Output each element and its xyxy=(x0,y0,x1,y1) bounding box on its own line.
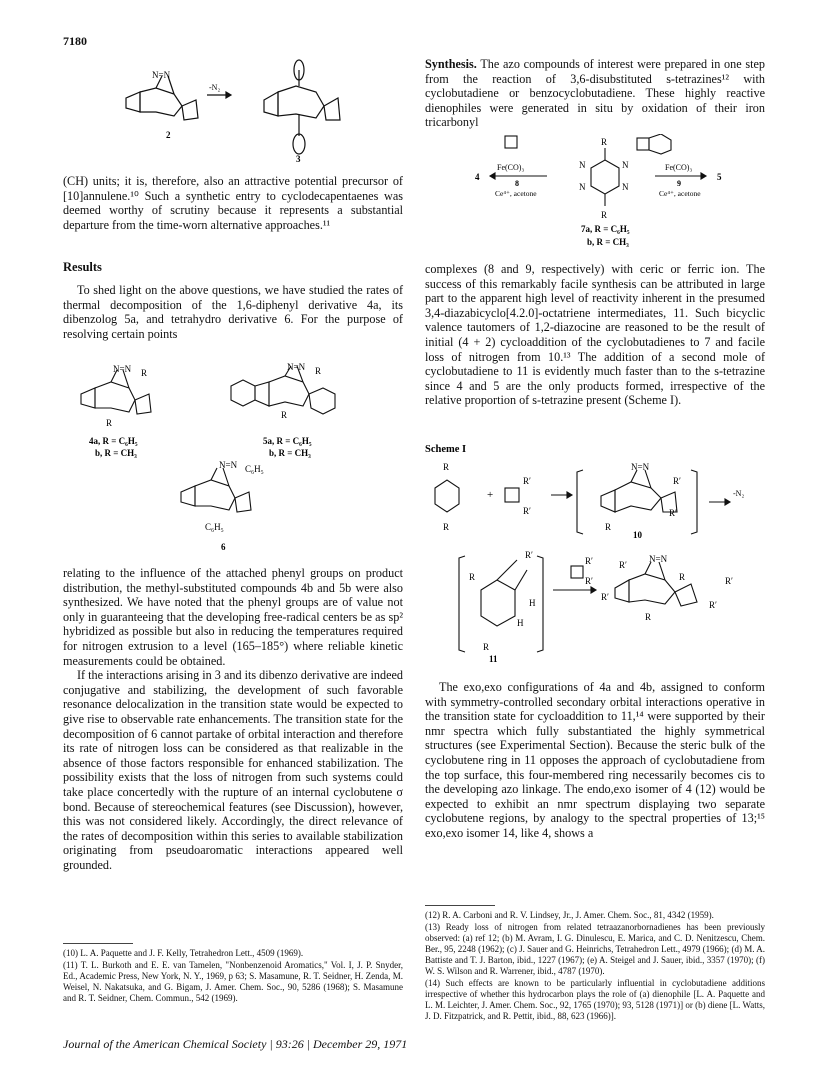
svg-text:N=N: N=N xyxy=(649,554,668,564)
svg-text:R: R xyxy=(483,642,490,652)
svg-text:R: R xyxy=(106,418,113,428)
reagent-right: Fe(CO)₃ xyxy=(665,163,693,172)
svg-text:R: R xyxy=(443,462,450,472)
svg-text:R′: R′ xyxy=(585,556,593,566)
label-7b: b, R = CH₃ xyxy=(587,237,629,247)
svg-text:N: N xyxy=(579,182,586,192)
journal-footer: Journal of the American Chemical Society | 93:26 | December 29, 1971 xyxy=(63,1037,408,1051)
compound-3-label: 3 xyxy=(296,154,301,164)
svg-text:H: H xyxy=(529,598,536,608)
results-paragraph-2: relating to the influence of the attached phenyl groups on product distribution, the methyl-substituted compounds 4b and 5b were also synthesized. We have noted that the phenyl groups are of value not only in guaranteeing that the developing free-radical centers be as sp² hybridized as possible but also in reducing the temperatures required for nitrogen extrusion to a level (165–185°) where reliable kinetic measurements could be obtained. xyxy=(63,566,403,668)
scheme-arrow-label: -N₂ xyxy=(733,489,745,498)
synthesis-paragraph-2: complexes (8 and 9, respectively) with ceric or ferric ion. The success of this remarkably facile synthesis can be attributed in large part to the apparent high level of reactivity inherent in the presumed 3,4-diazabicyclo[4.2.0]-octatriene intermediates, 11. Such bicyclic valence tautomers of 1,2-diazocine are reasoned to be the result of initial (4 + 2) cycloaddition of the cyclobutadienes to 7 and facile loss of nitrogen from 10.¹³ The addition of a second mole of cyclobutadiene to 11 is evidently much faster than to the s-tetrazine since 4 and 5 are the only products formed, irrespective of the relative proportion of s-tetrazine present (Scheme I). xyxy=(425,262,765,408)
compound-6-label: 6 xyxy=(221,542,226,552)
svg-text:+: + xyxy=(487,489,494,501)
r-label-4: R xyxy=(141,368,148,378)
label-11: 11 xyxy=(489,654,498,664)
svg-text:N=N: N=N xyxy=(219,460,238,470)
page-number: 7180 xyxy=(63,34,87,48)
figure-compounds-4-5-6 xyxy=(63,362,403,562)
oxidant-left: Ce⁴⁺, acetone xyxy=(495,189,537,198)
right-column-upper xyxy=(425,57,765,130)
synthesis-paragraph-3: The exo,exo configurations of 4a and 4b, assigned to conform with symmetry-controlled secondary orbital interactions operative in the transition state for cycloaddition to 11,¹⁴ were supported by their nmr spectra which fully substantiated the highly symmetrical structures (see Experimental Section). Because the steric bulk of the cyclobutene ring in 11 opposes the approach of cyclobutadiene from the top surface, this four-membered ring necessarily becomes cis to the developing azo linkage. The endo,exo isomer of 4 (12) would be expected to exhibit an nmr spectrum displaying two separate cyclobutene regions, by analogy to the spectral properties of 13;¹⁵ exo,exo isomer 14, like 4, shows a xyxy=(425,680,765,840)
left-column-lower xyxy=(63,566,403,872)
svg-text:R′: R′ xyxy=(619,560,627,570)
left-footnote-rule xyxy=(63,943,133,944)
svg-text:R: R xyxy=(281,410,288,420)
compound-4b-label: b, R = CH₃ xyxy=(95,448,137,458)
svg-text:R: R xyxy=(605,522,612,532)
product-4-number: 4 xyxy=(475,172,480,182)
compound-5b-label: b, R = CH₃ xyxy=(269,448,311,458)
right-footnotes xyxy=(425,910,765,1023)
footnote-13: (13) Ready loss of nitrogen from related tetraazanorbornadienes has been previously observed: (a) ref 12; (b) M. Avram, I. G. Dinulescu, E. Marica, and C. D. Nenitzescu, Chem. Ber., 95, 2248 (1962); (c) J. Sauer and G. Heinrichs, Tetrahedron Lett., 4979 (1966); (d) M. A. Battiste and T. J. Barton, ibid., 1227 (1967); (e) A. Steigel and J. Sauer, ibid., 3357 (1970); (f) W. S. Wilson and R. Warrener, ibid., 4787 (1970). xyxy=(425,922,765,976)
scheme-title: Scheme I xyxy=(425,444,467,455)
svg-text:R′: R′ xyxy=(525,550,533,560)
svg-text:R′: R′ xyxy=(585,576,593,586)
product-5-number: 5 xyxy=(717,172,722,182)
svg-text:N=N: N=N xyxy=(152,70,171,80)
c6h5-label-bottom: C₆H₅ xyxy=(205,522,224,532)
svg-text:R′: R′ xyxy=(523,506,531,516)
svg-text:N=N: N=N xyxy=(113,364,132,374)
c6h5-label-top: C₆H₅ xyxy=(245,464,264,474)
synthesis-paragraph-1: The azo compounds of interest were prepared in one step from the reaction of 3,6-disubstituted s-tetrazines¹² with cyclobutadiene or benzocyclobutadiene. These highly reactive dienophiles were generated in situ by oxidation of their iron tricarbonyl xyxy=(425,57,765,130)
svg-text:R′: R′ xyxy=(669,508,677,518)
fig1-arrow-label: -N₂ xyxy=(209,83,221,92)
footnote-10: (10) L. A. Paquette and J. F. Kelly, Tetrahedron Lett., 4509 (1969). xyxy=(63,948,304,958)
svg-text:N: N xyxy=(579,160,586,170)
svg-text:R′: R′ xyxy=(725,576,733,586)
footnote-14: (14) Such effects are known to be particularly influential in cyclobutadiene additions irrespective of whether this hydrocarbon plays the role of (a) dienophile [L. A. Paquette and L. M. Leichter, J. Amer. Chem. Soc., 92, 1765 (1970); 93, 5128 (1971)] or (b) diene [L. Watts, J. D. Fitzpatrick, and R. Pettit, ibid., 88, 623 (1966)]. xyxy=(425,978,765,1021)
svg-text:R: R xyxy=(645,612,652,622)
svg-text:R′: R′ xyxy=(601,592,609,602)
compound-4a-label: 4a, R = C₆H₅ xyxy=(89,436,138,446)
footnote-11: (11) T. L. Burkoth and E. E. van Tamelen, "Nonbenzenoid Aromatics," Vol. I, J. P. Snyder, Ed., Academic Press, New York, N. Y., 1969, p 63; S. Masamune, R. T. Seidner, H. Zenda, M. Weisel, N. Nakatsuka, and G. Bigam, J. Amer. Chem. Soc., 90, 5286 (1968); S. Masamune and R. T. Seidner, Chem. Commun., 542 (1969). xyxy=(63,960,403,1003)
intro-paragraph: (CH) units; it is, therefore, also an attractive potential precursor of [10]annulene.¹⁰ Such a synthetic entry to cyclodecapentaenes was deemed worthy of scrutiny because it represents a substantial departure from the time-worn alternative approaches.¹¹ xyxy=(63,174,403,232)
results-paragraph-1: To shed light on the above questions, we have studied the rates of thermal decomposition of the 1,6-diphenyl derivative 4a, its dibenzolog 5a, and tetrahydro derivative 6. For the purpose of resolving certain points xyxy=(63,282,403,341)
compound-2-label: 2 xyxy=(166,130,171,140)
results-paragraph-3: If the interactions arising in 3 and its dibenzo derivative are indeed conjugative and stabilizing, the development of such favorable resonance delocalization in the transition state would be expected to give rise to observable rate enhancements. The transition state for the decomposition of 6 cannot partake of orbital interaction and therefore its rate of nitrogen loss can be considered as that realizable in the absence of those factors responsible for enhanced stabilization. The possibility exists that the loss of nitrogen from such systems could take place concertedly with the rupture of an internal cyclobutene σ bond. Because of stereochemical features (see Discussion), however, this was not considered likely. Accordingly, the direct relevance of the rates of decomposition within this series to available stabilization originating from pseudoaromatic interactions appeared well grounded. xyxy=(63,668,403,872)
svg-text:N=N: N=N xyxy=(287,362,306,372)
compound-5a-label: 5a, R = C₆H₅ xyxy=(263,436,312,446)
svg-text:R: R xyxy=(601,210,608,220)
footnote-12: (12) R. A. Carboni and R. V. Lindsey, Jr., J. Amer. Chem. Soc., 81, 4342 (1959). xyxy=(425,910,714,920)
svg-text:R: R xyxy=(315,366,322,376)
svg-text:R: R xyxy=(443,522,450,532)
label-10: 10 xyxy=(633,530,642,540)
right-column-middle xyxy=(425,262,765,408)
scheme-1 xyxy=(425,440,765,665)
left-footnotes xyxy=(63,948,403,1005)
figure-azo-2-to-3 xyxy=(112,58,362,166)
step-9-label: 9 xyxy=(677,179,681,188)
results-heading: Results xyxy=(63,260,102,275)
reagent-left: Fe(CO)₃ xyxy=(497,163,525,172)
synthesis-heading: Synthesis. xyxy=(425,57,477,71)
svg-text:N=N: N=N xyxy=(631,462,650,472)
oxidant-right: Ce⁴⁺, acetone xyxy=(659,189,701,198)
figure-tetrazine-reaction xyxy=(455,134,755,252)
svg-text:R′: R′ xyxy=(709,600,717,610)
svg-text:N: N xyxy=(622,160,629,170)
svg-text:R′: R′ xyxy=(523,476,531,486)
label-7a: 7a, R = C₆H₅ xyxy=(581,224,630,234)
svg-text:R: R xyxy=(601,137,608,147)
svg-text:R: R xyxy=(469,572,476,582)
svg-text:R′: R′ xyxy=(673,476,681,486)
left-column-upper xyxy=(63,174,403,341)
right-footnote-rule xyxy=(425,905,495,906)
svg-text:N: N xyxy=(622,182,629,192)
right-column-lower xyxy=(425,680,765,841)
svg-text:R: R xyxy=(679,572,686,582)
svg-text:H: H xyxy=(517,618,524,628)
step-8-label: 8 xyxy=(515,179,519,188)
